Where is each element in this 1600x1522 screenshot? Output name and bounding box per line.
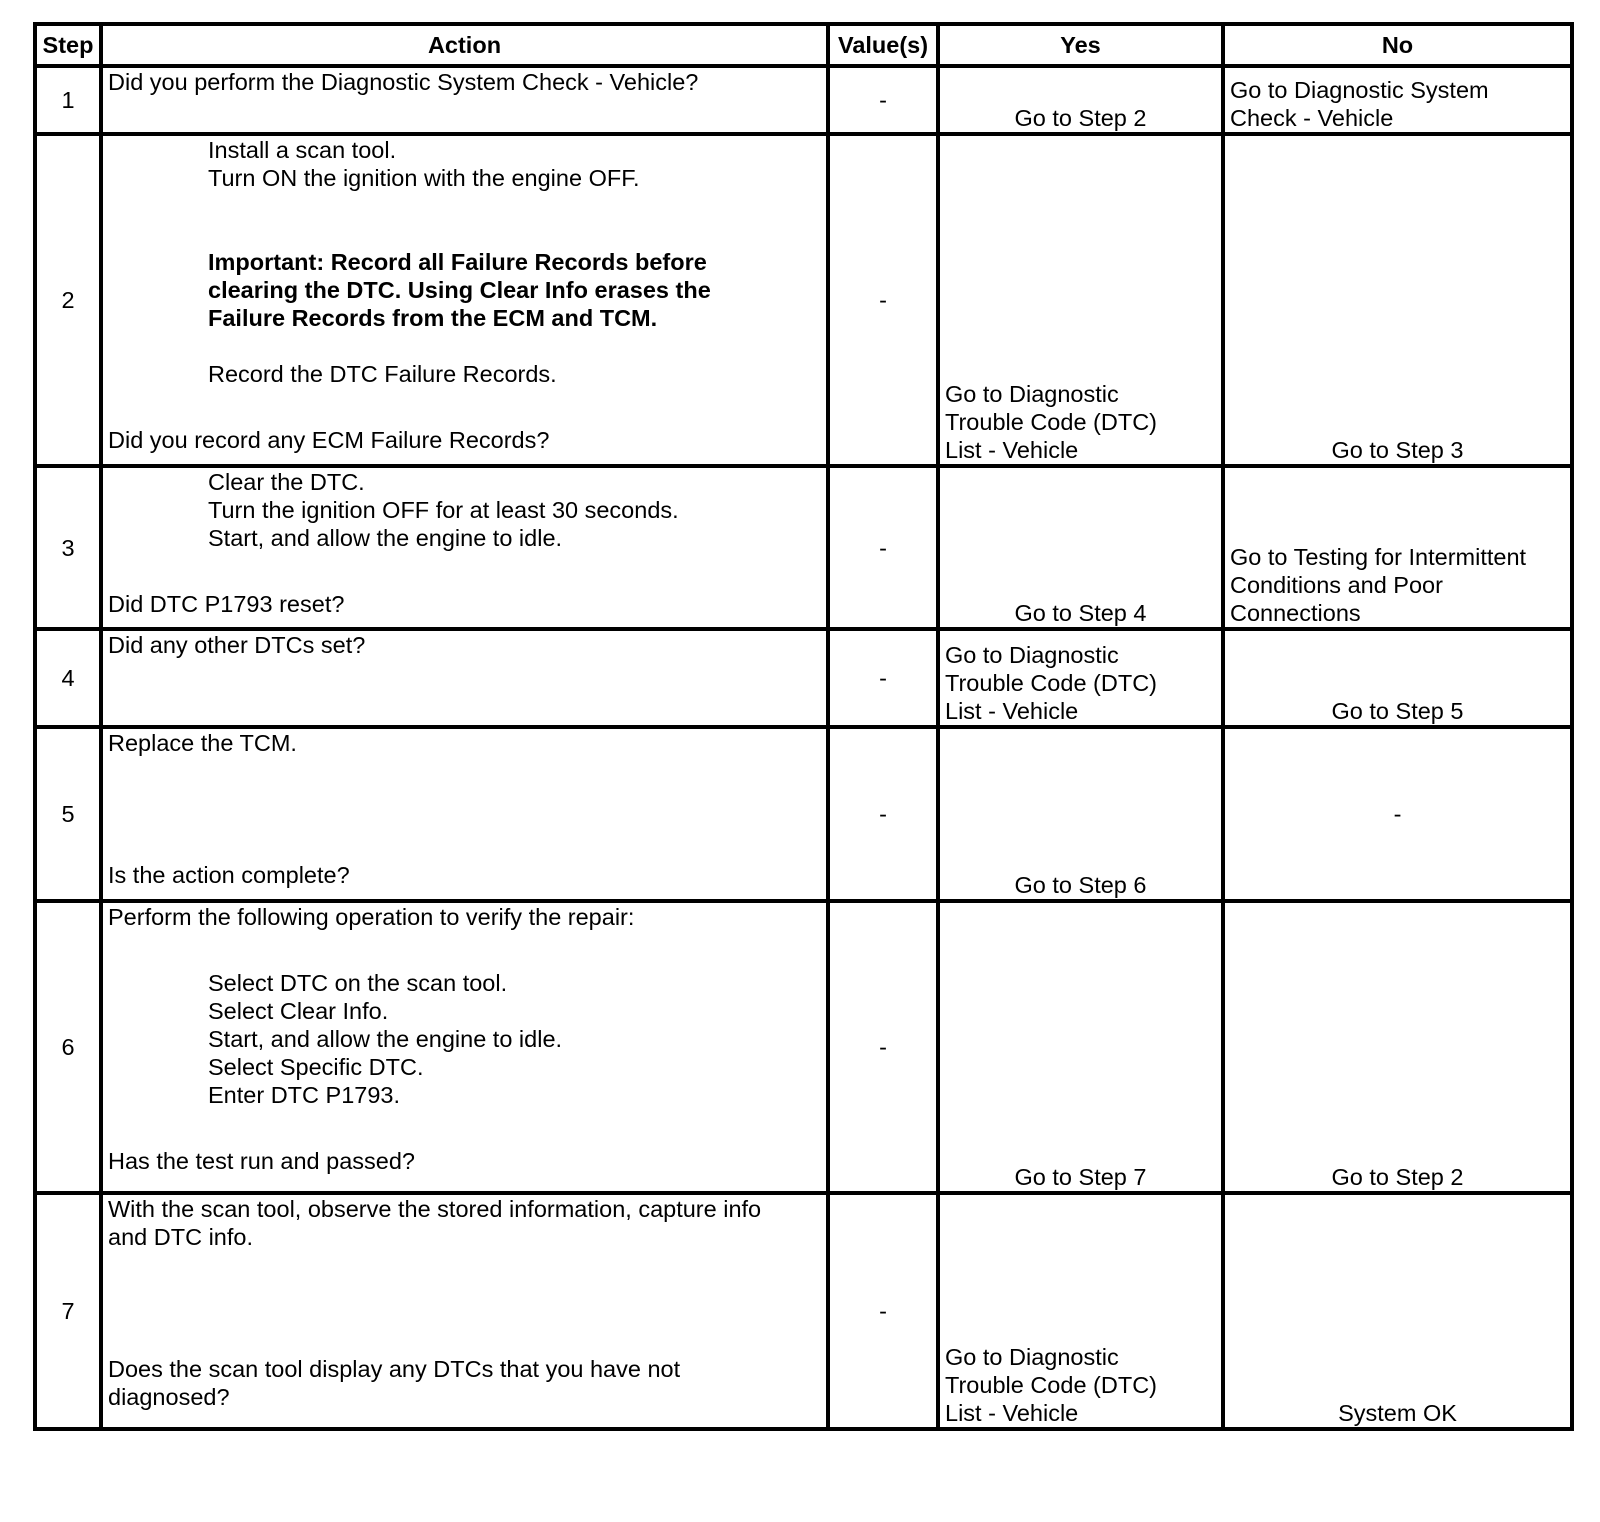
action-question: Has the test run and passed?: [108, 1148, 416, 1174]
action-cell: [101, 901, 828, 1193]
yes-cell: Go to Step 6: [938, 727, 1223, 901]
table-row: [35, 901, 1572, 1193]
yes-line: List - Vehicle: [945, 1400, 1079, 1426]
action-step: Start, and allow the engine to idle.: [208, 525, 563, 551]
no-line: Go to Diagnostic System: [1230, 77, 1489, 103]
action-step: Record the DTC Failure Records.: [208, 361, 557, 387]
value-cell: -: [828, 66, 938, 134]
header-values: Value(s): [828, 24, 938, 66]
value-cell: -: [828, 901, 938, 1193]
action-question: Did you record any ECM Failure Records?: [108, 427, 550, 453]
no-cell: [1223, 466, 1572, 629]
yes-cell: Go to Step 4: [938, 466, 1223, 629]
value-cell: -: [828, 727, 938, 901]
no-cell: System OK: [1223, 1193, 1572, 1429]
action-question: Did you perform the Diagnostic System Check - Vehicle?: [108, 69, 699, 95]
step-number: 7: [35, 1193, 101, 1429]
action-question: Is the action complete?: [108, 862, 350, 888]
yes-cell: [938, 629, 1223, 727]
value-cell: -: [828, 466, 938, 629]
important-note: clearing the DTC. Using Clear Info erases the: [208, 277, 711, 303]
action-cell: [101, 66, 828, 134]
header-no: No: [1223, 24, 1572, 66]
yes-cell: Go to Step 2: [938, 66, 1223, 134]
step-number: 3: [35, 466, 101, 629]
table-row: [35, 466, 1572, 629]
action-intro: and DTC info.: [108, 1224, 253, 1250]
step-number: 2: [35, 134, 101, 466]
step-number: 6: [35, 901, 101, 1193]
action-step: Turn the ignition OFF for at least 30 seconds.: [208, 497, 679, 523]
no-line: Connections: [1230, 600, 1361, 626]
action-step: Select Clear Info.: [208, 998, 389, 1024]
no-cell: Go to Step 3: [1223, 134, 1572, 466]
table-row: [35, 629, 1572, 727]
action-intro: Perform the following operation to verify the repair:: [108, 904, 635, 930]
action-cell: [101, 134, 828, 466]
action-intro: With the scan tool, observe the stored information, capture info: [108, 1196, 762, 1222]
step-number: 5: [35, 727, 101, 901]
yes-line: Go to Diagnostic: [945, 1344, 1119, 1370]
action-step: Select DTC on the scan tool.: [208, 970, 508, 996]
yes-line: Trouble Code (DTC): [945, 1372, 1157, 1398]
no-cell: Go to Step 5: [1223, 629, 1572, 727]
no-line: Go to Testing for Intermittent: [1230, 544, 1527, 570]
value-cell: -: [828, 134, 938, 466]
action-step: Start, and allow the engine to idle.: [208, 1026, 563, 1052]
action-step: Select Specific DTC.: [208, 1054, 424, 1080]
action-cell: [101, 629, 828, 727]
no-cell: [1223, 66, 1572, 134]
action-question: diagnosed?: [108, 1384, 230, 1410]
table-row: [35, 1193, 1572, 1429]
yes-line: Trouble Code (DTC): [945, 409, 1157, 435]
action-cell: [101, 466, 828, 629]
no-cell: -: [1223, 727, 1572, 901]
action-question: Does the scan tool display any DTCs that you have not: [108, 1356, 681, 1382]
header-yes: Yes: [938, 24, 1223, 66]
value-cell: -: [828, 1193, 938, 1429]
yes-cell: Go to Step 7: [938, 901, 1223, 1193]
no-line: Conditions and Poor: [1230, 572, 1443, 598]
table-row: [35, 134, 1572, 466]
action-cell: [101, 727, 828, 901]
action-cell: [101, 1193, 828, 1429]
yes-line: List - Vehicle: [945, 698, 1079, 724]
yes-cell: [938, 1193, 1223, 1429]
step-number: 1: [35, 66, 101, 134]
no-cell: Go to Step 2: [1223, 901, 1572, 1193]
action-step: Enter DTC P1793.: [208, 1082, 401, 1108]
important-note: Important: Record all Failure Records before: [208, 249, 707, 275]
value-cell: -: [828, 629, 938, 727]
header-step: Step: [35, 24, 101, 66]
action-step: Replace the TCM.: [108, 730, 297, 756]
yes-line: Trouble Code (DTC): [945, 670, 1157, 696]
table-row: [35, 727, 1572, 901]
step-number: 4: [35, 629, 101, 727]
yes-line: List - Vehicle: [945, 437, 1079, 463]
action-question: Did DTC P1793 reset?: [108, 591, 345, 617]
header-action: Action: [101, 24, 828, 66]
action-step: Install a scan tool.: [208, 137, 397, 163]
yes-line: Go to Diagnostic: [945, 381, 1119, 407]
header-row: [35, 24, 1572, 66]
table-row: [35, 66, 1572, 134]
diagnostic-table: [33, 22, 1574, 1431]
important-note: Failure Records from the ECM and TCM.: [208, 305, 658, 331]
action-step: Turn ON the ignition with the engine OFF.: [208, 165, 640, 191]
action-question: Did any other DTCs set?: [108, 632, 366, 658]
no-line: Check - Vehicle: [1230, 105, 1394, 131]
yes-cell: [938, 134, 1223, 466]
yes-line: Go to Diagnostic: [945, 642, 1119, 668]
action-step: Clear the DTC.: [208, 469, 365, 495]
